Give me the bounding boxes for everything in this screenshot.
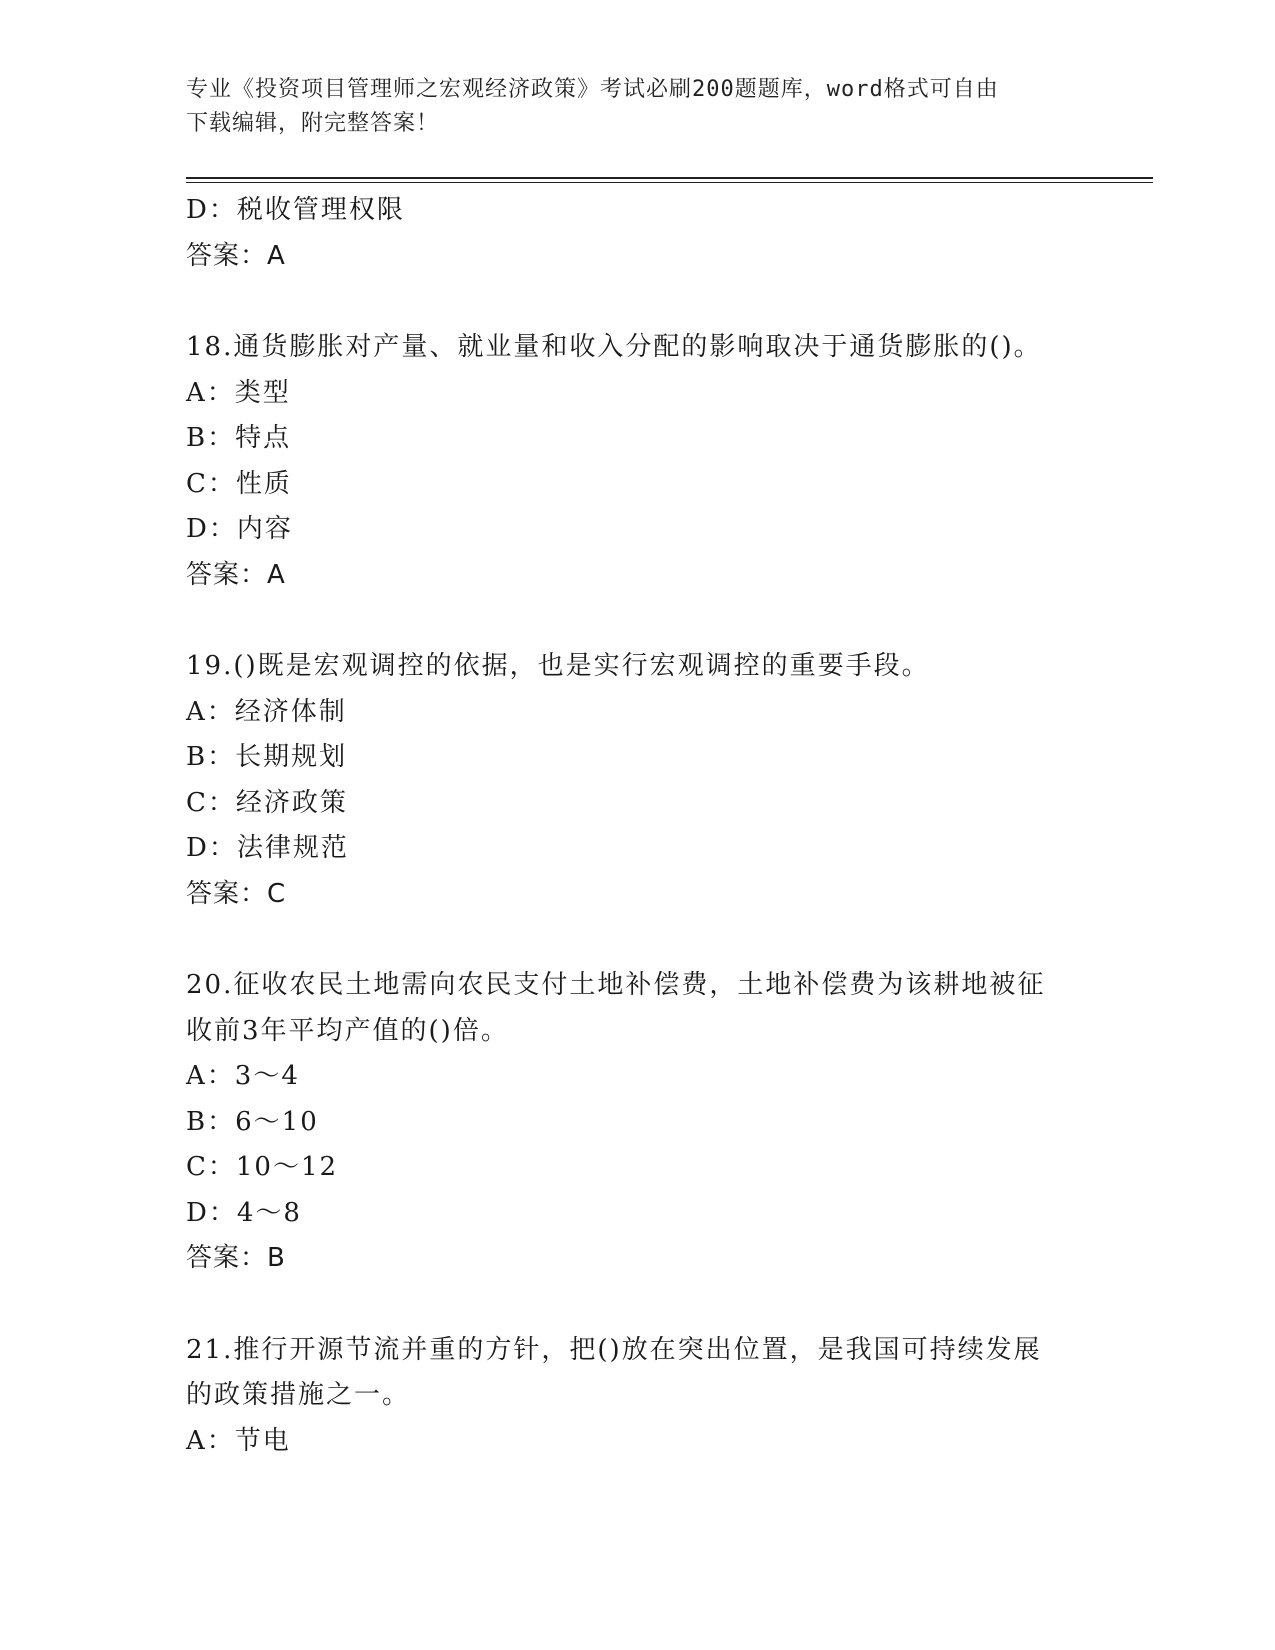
question-19: [186, 644, 1086, 917]
option-a: A：类型: [186, 377, 291, 408]
answer: 答案：A: [186, 559, 286, 590]
option-c: C：经济政策: [186, 787, 348, 818]
option-b: B：6～10: [186, 1106, 319, 1137]
header-rule-thick: [186, 177, 1153, 179]
option-d: D：税收管理权限: [186, 195, 405, 225]
option-a: A：节电: [186, 1425, 291, 1456]
question-stem: 19.()既是宏观调控的依据，也是实行宏观调控的重要手段。: [186, 651, 930, 681]
document-header: [186, 73, 1076, 141]
option-c: C：性质: [186, 468, 292, 499]
question-20: [186, 963, 1086, 1282]
question-stem-line-2: 的政策措施之一。: [186, 1380, 411, 1410]
question-list: [186, 188, 1086, 1464]
question-stem: 18.通货膨胀对产量、就业量和收入分配的影响取决于通货膨胀的()。: [186, 332, 1042, 362]
option-b: B：长期规划: [186, 742, 348, 772]
question-21: [186, 1328, 1086, 1465]
answer: 答案：C: [186, 878, 287, 909]
header-rule-thin: [186, 182, 1153, 183]
question-18: [186, 325, 1086, 598]
answer: 答案：A: [186, 240, 286, 271]
option-d: D：4～8: [186, 1197, 302, 1228]
question-stem-line-1: 20.征收农民土地需向农民支付土地补偿费，土地补偿费为该耕地被征: [186, 970, 1046, 1000]
question-17-tail: [186, 188, 1086, 279]
option-d: D：法律规范: [186, 833, 349, 863]
answer: 答案：B: [186, 1243, 286, 1273]
option-a: A：3～4: [186, 1061, 300, 1091]
option-d: D：内容: [186, 514, 293, 544]
option-c: C：10～12: [186, 1152, 339, 1182]
question-stem-line-2: 收前3年平均产值的()倍。: [186, 1015, 509, 1046]
option-b: B：特点: [186, 423, 292, 453]
header-line-2: 下载编辑，附完整答案！: [186, 111, 440, 136]
option-a: A：经济体制: [186, 696, 347, 727]
header-line-1: 专业《投资项目管理师之宏观经济政策》考试必刷200题题库，word格式可自由: [186, 77, 999, 102]
question-stem-line-1: 21.推行开源节流并重的方针，把()放在突出位置，是我国可持续发展: [186, 1334, 1042, 1365]
